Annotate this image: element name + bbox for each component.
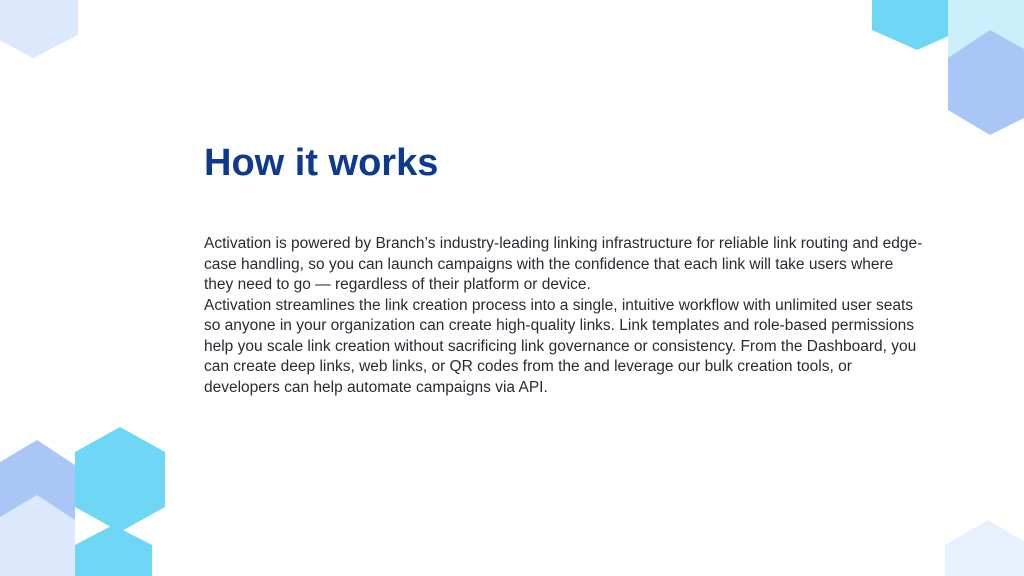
hexagon-shape [75, 427, 165, 532]
hexagon-shape [75, 525, 152, 576]
paragraph: Activation is powered by Branch’s industry-leading linking infrastructure for reliable link routing and edge-case handling, so you can launch campaigns with the confidence that each link will take users where they need to go — regardless of their platform or device. [204, 235, 923, 293]
page-title: How it works [204, 142, 439, 184]
paragraph: Activation streamlines the link creation process into a single, intuitive workflow with unlimited user seats so anyone in your organization can create high-quality links. Link templates and role-based permissions help you scale link creation without sacrificing link governance or consistency. From the Dashboard, you can create deep links, web links, or QR codes from the and leverage our bulk creation tools, or developers can help automate campaigns via API. [204, 296, 917, 396]
body-text [204, 234, 924, 398]
hexagon-shape [0, 0, 78, 58]
hexagon-shape [945, 520, 1024, 576]
